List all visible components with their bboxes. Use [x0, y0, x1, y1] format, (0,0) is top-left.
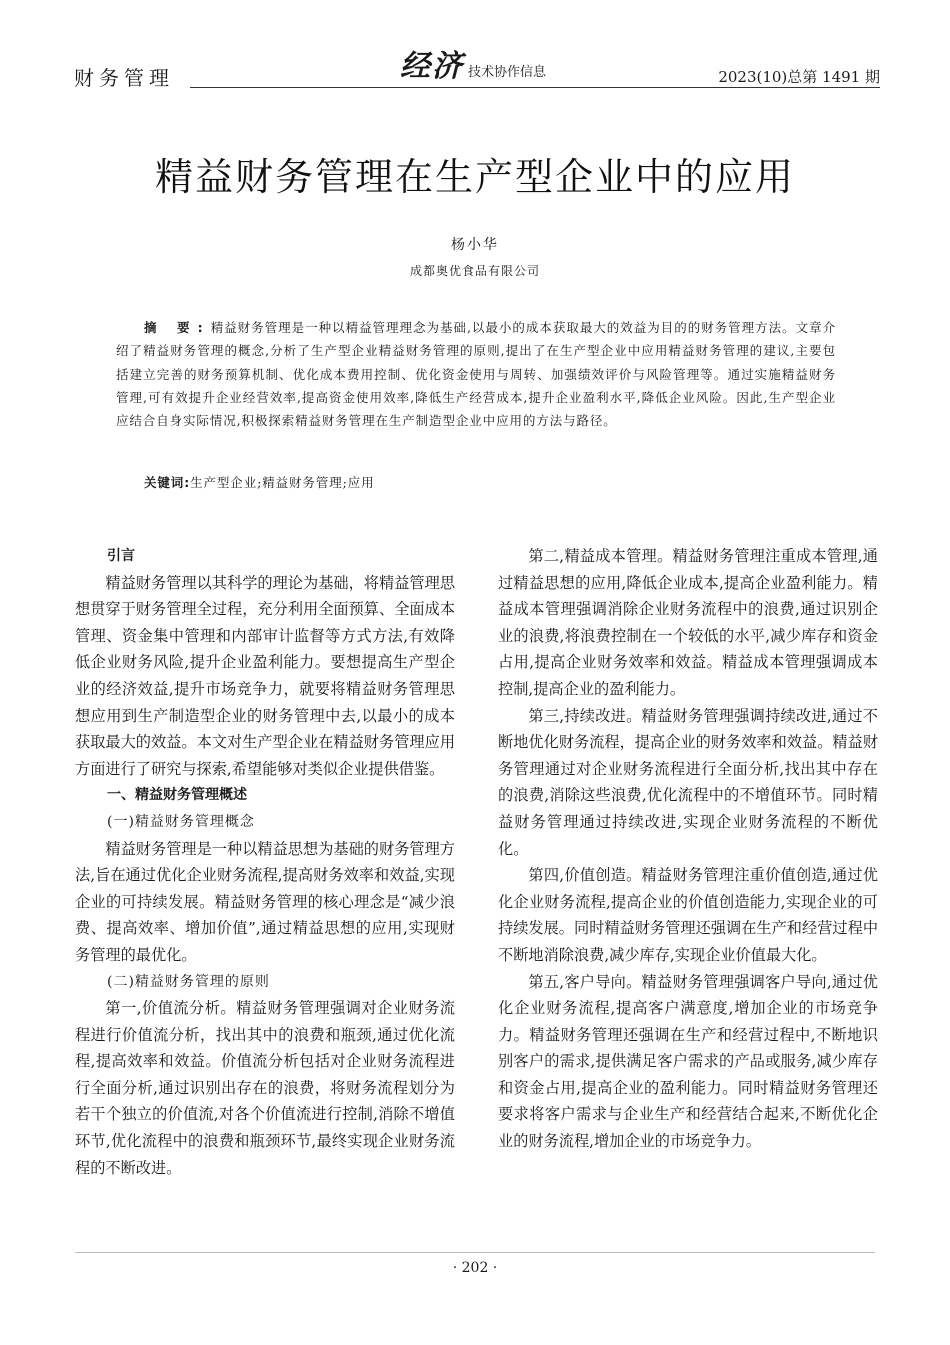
journal-brand: 经济 [400, 49, 464, 84]
page-number: · 202 · [452, 1260, 498, 1276]
keywords [116, 473, 836, 491]
subsection-1-paragraph: 精益财务管理是一种以精益思想为基础的财务管理方法,旨在通过优化企业财务流程,提高财务效率和效益,实现企业的可持续发展。精益财务管理的核心理念是“减少浪费、提高效率、增加价值”,通过精益思想的应用,实现财务管理的最优化。 [75, 839, 455, 964]
abstract-text: 精益财务管理是一种以精益管理理念为基础,以最小的成本获取最大的效益为目的的财务管理方法。文章介绍了精益财务管理的概念,分析了生产型企业精益财务管理的原则,提出了在生产型企业中应用精益财务管理的建议,主要包括建立完善的财务预算机制、优化成本费用控制、优化资金使用与周转、加强绩效评价与风险管理等。通过实施精益财务管理,可有效提升企业经营效率,提高资金使用效率,降低生产经营成本,提升企业盈利水平,降低企业风险。因此,生产型企业应结合自身实际情况,积极探索精益财务管理在生产制造型企业中应用的方法与路径。 [116, 320, 836, 429]
journal-logo [400, 50, 546, 84]
principle-first-paragraph: 第一,价值流分析。精益财务管理强调对企业财务流程进行价值流分析，找出其中的浪费和瓶颈,通过优化流程,提高效率和效益。价值流分析包括对企业财务流程进行全面分析,通过识别出存在的浪费，将财务流程划分为若干个独立的价值流,对各个价值流进行控制,消除不增值环节,优化流程中的浪费和瓶颈环节,最终实现企业财务流程的不断改进。 [75, 999, 455, 1177]
right-column [498, 543, 878, 1155]
subsection-1-heading: (一)精益财务管理概念 [107, 813, 255, 830]
principle-fourth-paragraph: 第四,价值创造。精益财务管理注重价值创造,通过优化企业财务流程,提高企业的价值创造能力,实现企业的可持续发展。同时精益财务管理还强调在生产和经营过程中不断地消除浪费,减少库存,实现企业价值最大化。 [498, 866, 878, 964]
article-title: 精益财务管理在生产型企业中的应用 [154, 155, 795, 199]
abstract [116, 316, 836, 432]
left-column [75, 543, 455, 1181]
section-name: 财务管理 [74, 66, 174, 90]
principle-fifth-paragraph: 第五,客户导向。精益财务管理强调客户导向,通过优化企业财务流程,提高客户满意度,增加企业的市场竞争力。精益财务管理还强调在生产和经营过程中,不断地识别客户的需求,提供满足客户需求的产品或服务,减少库存和资金占用,提高企业的盈利能力。同时精益财务管理还要求将客户需求与企业生产和经营结合起来,不断优化企业的财务流程,增加企业的市场竞争力。 [498, 972, 878, 1151]
keywords-text: 生产型企业;精益财务管理;应用 [190, 475, 375, 490]
header-rule [190, 87, 880, 88]
keywords-label: 关键词: [144, 475, 191, 490]
abstract-label: 摘 要: [144, 320, 211, 335]
section-1-heading: 一、精益财务管理概述 [107, 787, 247, 804]
intro-heading: 引言 [107, 548, 135, 564]
principle-second-paragraph: 第二,精益成本管理。精益财务管理注重成本管理,通过精益思想的应用,降低企业成本,提高企业盈利能力。精益成本管理强调消除企业财务流程中的浪费,通过识别企业的浪费,将浪费控制在一个较低的水平,减少库存和资金占用,提高企业财务效率和效益。精益成本管理强调成本控制,提高企业的盈利能力。 [498, 547, 878, 698]
intro-paragraph: 精益财务管理以其科学的理论为基础，将精益管理思想贯穿于财务管理全过程，充分利用全面预算、全面成本管理、资金集中管理和内部审计监督等方式方法,有效降低企业财务风险,提升企业盈利能力。要想提高生产型企业的经济效益,提升市场竞争力，就要将精益财务管理思想应用到生产制造型企业的财务管理中去,以最小的成本获取最大的效益。本文对生产型企业在精益财务管理应用方面进行了研究与探索,希望能够对类似企业提供借鉴。 [75, 573, 455, 778]
author-affiliation: 成都奥优食品有限公司 [409, 264, 540, 278]
running-header [70, 50, 880, 90]
footer-rule [75, 1252, 875, 1253]
issue-info: 2023(10)总第 1491 期 [718, 68, 880, 86]
principle-third-paragraph: 第三,持续改进。精益财务管理强调持续改进,通过不断地优化财务流程，提高企业的财务效率和效益。精益财务管理通过对企业财务流程进行全面分析,找出其中存在的浪费,消除这些浪费,优化流程中的不增值环节。同时精益财务管理通过持续改进,实现企业财务流程的不断优化。 [498, 706, 878, 858]
subsection-2-heading: (二)精益财务管理的原则 [107, 973, 270, 990]
journal-subtitle: 技术协作信息 [468, 65, 547, 80]
author-name: 杨小华 [451, 237, 499, 253]
